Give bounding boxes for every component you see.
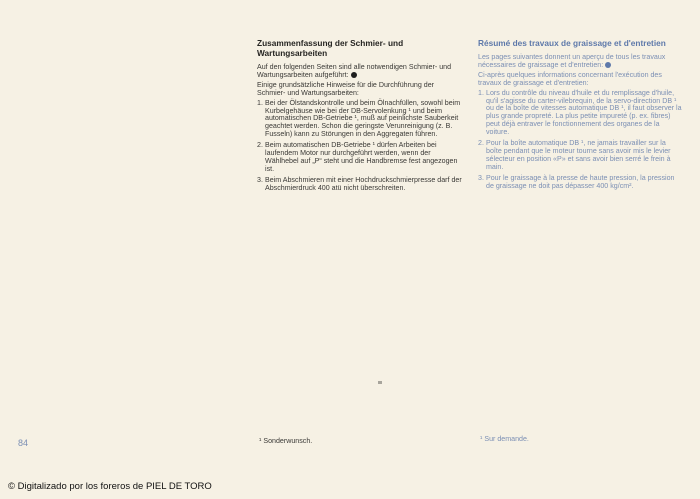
german-intro-text: Auf den folgenden Seiten sind alle notwendigen Schmier- und Wartungsarbeiten aufgeführt: xyxy=(257,63,452,79)
german-item-text: Beim automatischen DB-Getriebe ¹ dürfen Arbeiten bei laufendem Motor nur durchgeführt werden, wenn der Wählhebel auf „P“ steht und die Handbremse fest angezogen ist. xyxy=(265,141,458,173)
french-list-item xyxy=(478,140,683,172)
german-item-number: 1. xyxy=(257,98,263,107)
french-intro2: Ci-après quelques informations concernant l'exécution des travaux de graissage et d'entretien: xyxy=(478,70,662,87)
german-footnote: ¹ Sonderwunsch. xyxy=(259,437,313,445)
german-item-text: Bei der Ölstandskontrolle und beim Ölnachfüllen, sowohl beim Kurbelgehäuse wie bei der DB-Servolenkung ¹ und beim automatischen DB-Getriebe ¹, muß auf peinlichste Sauberkeit geachtet werden. Schon die geringste Verunreinigung (z. B. Fusseln) kann zu Störungen in den Aggregaten führen. xyxy=(265,98,461,139)
french-list-item xyxy=(478,175,683,191)
french-item-text: Lors du contrôle du niveau d'huile et du remplissage d'huile, qu'il s'agisse du carter-vilebrequin, de la servo-direction DB ¹ ou de la boîte de vitesses automatique DB ¹, il faut observer la plus grande propreté. La plus petite impureté (p. ex. fibres) peut déjà entraver le fonctionnement des organes de la voiture. xyxy=(486,88,682,137)
german-title: Zusammenfassung der Schmier- und Wartungsarbeiten xyxy=(257,38,404,58)
scan-speck xyxy=(378,381,382,384)
french-item-text: Pour le graissage à la presse de haute pression, la pression de graissage ne doit pas dépasser 400 kg/cm². xyxy=(486,173,675,190)
german-intro2: Einige grundsätzliche Hinweise für die Durchführung der Schmier- und Wartungsarbeiten: xyxy=(257,80,435,97)
german-list-item xyxy=(257,142,464,174)
german-intro xyxy=(257,64,464,80)
french-item-text: Pour la boîte automatique DB ¹, ne jamais travailler sur la boîte pendant que le moteur tourne sans avoir mis le levier sélecteur en position «P» et sans avoir bien serré le frein à main. xyxy=(486,139,671,171)
french-intro xyxy=(478,54,683,70)
german-item-number: 2. xyxy=(257,141,263,150)
scan-credit: © Digitalizado por los foreros de PIEL DE TORO xyxy=(8,481,212,492)
german-item-text: Beim Abschmieren mit einer Hochdruckschmierpresse darf der Abschmierdruck 400 atü nicht überschreiten. xyxy=(265,175,462,192)
bullet-dot-icon xyxy=(605,62,611,68)
french-item-number: 1. xyxy=(478,88,484,97)
french-column xyxy=(478,38,683,194)
french-item-number: 2. xyxy=(478,139,484,148)
french-list-item xyxy=(478,90,683,137)
french-footnote: ¹ Sur demande. xyxy=(480,435,529,443)
bullet-dot-icon xyxy=(351,72,357,78)
german-list-item xyxy=(257,100,464,140)
german-item-number: 3. xyxy=(257,175,263,184)
french-intro-text: Les pages suivantes donnent un aperçu de tous les travaux nécessaires de graissage et d'entretien: xyxy=(478,53,666,69)
german-list-item xyxy=(257,177,464,193)
french-title: Résumé des travaux de graissage et d'entretien xyxy=(478,38,666,48)
french-item-number: 3. xyxy=(478,173,484,182)
german-list xyxy=(257,100,464,193)
page-number: 84 xyxy=(18,438,29,448)
french-list xyxy=(478,90,683,191)
german-column xyxy=(257,38,464,196)
